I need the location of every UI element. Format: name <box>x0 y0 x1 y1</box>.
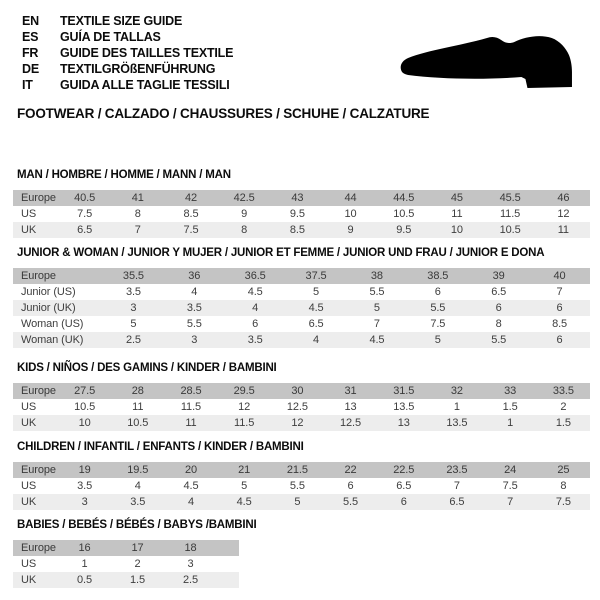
size-cell: 36.5 <box>225 268 286 284</box>
size-cell: 11 <box>132 401 144 413</box>
size-cell: 9 <box>324 222 377 238</box>
size-cell: 6.5 <box>430 494 483 510</box>
size-cell: 7 <box>556 286 563 298</box>
size-cell: 13 <box>377 415 430 431</box>
size-cell: 40.5 <box>58 190 111 206</box>
category-title: FOOTWEAR / CALZADO / CHAUSSURES / SCHUHE / CALZATURE <box>17 106 430 121</box>
size-cell: 33 <box>484 383 537 399</box>
size-cell: 5.5 <box>324 494 377 510</box>
section-kids <box>13 361 590 431</box>
size-cell: 5 <box>130 318 137 330</box>
row-label: Junior (UK) <box>13 300 103 316</box>
size-cell: 45 <box>430 190 483 206</box>
size-cell: 6.5 <box>308 318 324 330</box>
size-cell: 6 <box>347 480 354 492</box>
row-label: Woman (UK) <box>13 332 103 348</box>
size-cell: 5 <box>313 286 320 298</box>
size-cell: 19 <box>58 462 111 478</box>
section-title-babies: BABIES / BEBÉS / BÉBÉS / BABYS /BAMBINI <box>17 519 257 531</box>
size-cell: 24 <box>484 462 537 478</box>
size-cell: 35.5 <box>103 268 164 284</box>
size-cell: 6 <box>468 300 529 316</box>
size-cell: 19.5 <box>111 462 164 478</box>
size-cell: 2 <box>560 401 567 413</box>
size-cell: 7 <box>484 494 537 510</box>
size-cell: 44.5 <box>377 190 430 206</box>
size-table-man <box>13 190 590 238</box>
size-cell: 11 <box>451 208 463 220</box>
language-row-fr <box>22 45 233 61</box>
size-cell: 13.5 <box>430 415 483 431</box>
size-cell: 3.5 <box>77 480 93 492</box>
size-cell: 4.5 <box>183 480 199 492</box>
table-row <box>13 190 590 206</box>
table-row <box>13 300 590 316</box>
size-cell: 44 <box>324 190 377 206</box>
size-cell: 6 <box>529 300 590 316</box>
size-cell: 6 <box>529 332 590 348</box>
table-row <box>13 222 590 238</box>
language-title: TEXTILE SIZE GUIDE <box>60 14 183 28</box>
table-row <box>13 540 239 556</box>
section-title-kids: KIDS / NIÑOS / DES GAMINS / KINDER / BAMBINI <box>17 362 277 374</box>
size-cell: 3 <box>187 558 194 570</box>
size-cell: 9 <box>241 208 248 220</box>
size-cell: 4.5 <box>247 286 263 298</box>
table-row <box>13 415 590 431</box>
size-cell: 1 <box>453 401 460 413</box>
language-title: TEXTILGRÖßENFÜHRUNG <box>60 62 216 76</box>
size-cell: 21 <box>218 462 271 478</box>
row-label: US <box>21 480 37 492</box>
size-cell: 12 <box>238 401 251 413</box>
section-junior-woman <box>13 246 590 348</box>
size-cell: 23.5 <box>430 462 483 478</box>
size-cell: 1 <box>81 558 88 570</box>
row-label: UK <box>13 572 58 588</box>
size-cell: 28 <box>111 383 164 399</box>
size-cell: 7.5 <box>430 318 446 330</box>
size-cell: 7.5 <box>77 208 93 220</box>
size-cell: 1.5 <box>111 572 164 588</box>
size-cell: 22.5 <box>377 462 430 478</box>
size-cell: 13.5 <box>393 401 415 413</box>
size-cell: 5 <box>347 300 408 316</box>
size-cell: 5.5 <box>468 332 529 348</box>
table-row <box>13 462 590 478</box>
size-cell: 9.5 <box>377 222 430 238</box>
shoe-silhouette-icon <box>398 30 575 92</box>
size-cell: 10.5 <box>393 208 415 220</box>
size-cell: 5 <box>407 332 468 348</box>
size-cell: 25 <box>537 462 590 478</box>
size-cell: 4.5 <box>218 494 271 510</box>
table-row <box>13 494 590 510</box>
size-cell: 8.5 <box>552 318 568 330</box>
size-cell: 28.5 <box>164 383 217 399</box>
language-code: DE <box>22 62 39 76</box>
size-cell: 4 <box>164 494 217 510</box>
size-cell: 4 <box>225 300 286 316</box>
size-cell: 31 <box>324 383 377 399</box>
size-cell: 6.5 <box>396 480 412 492</box>
size-cell: 7.5 <box>537 494 590 510</box>
section-title-junior-woman: JUNIOR & WOMAN / JUNIOR Y MUJER / JUNIOR ET FEMME / JUNIOR UND FRAU / JUNIOR E DONA <box>17 247 545 259</box>
size-cell: 2.5 <box>103 332 164 348</box>
size-cell: 7 <box>453 480 460 492</box>
language-row-es <box>22 29 233 45</box>
filler-cell <box>217 572 239 588</box>
section-man <box>13 168 590 238</box>
size-cell: 39 <box>468 268 529 284</box>
size-table-children <box>13 462 590 510</box>
size-cell: 37.5 <box>286 268 347 284</box>
language-code: FR <box>22 46 39 60</box>
row-label: UK <box>13 494 58 510</box>
size-cell: 1.5 <box>537 415 590 431</box>
table-row <box>13 332 590 348</box>
size-cell: 3.5 <box>111 494 164 510</box>
size-cell: 10.5 <box>484 222 537 238</box>
language-code: ES <box>22 30 39 44</box>
size-cell: 1 <box>484 415 537 431</box>
language-code: IT <box>22 78 33 92</box>
size-cell: 7.5 <box>502 480 518 492</box>
size-cell: 5.5 <box>369 286 385 298</box>
size-cell: 4.5 <box>347 332 408 348</box>
size-cell: 33.5 <box>537 383 590 399</box>
size-cell: 6 <box>377 494 430 510</box>
size-cell: 30 <box>271 383 324 399</box>
size-cell: 6 <box>434 286 441 298</box>
table-row <box>13 284 590 300</box>
language-title: GUIDE DES TAILLES TEXTILE <box>60 46 234 60</box>
size-cell: 3.5 <box>164 300 225 316</box>
size-cell: 10 <box>58 415 111 431</box>
size-cell: 8.5 <box>183 208 199 220</box>
size-cell: 3.5 <box>225 332 286 348</box>
language-legend <box>22 13 233 93</box>
row-label: Europe <box>13 383 58 399</box>
language-title: GUÍA DE TALLAS <box>60 30 161 44</box>
size-cell: 16 <box>58 540 111 556</box>
size-cell: 6.5 <box>58 222 111 238</box>
size-table-babies <box>13 540 239 588</box>
language-row-en <box>22 13 233 29</box>
size-cell: 8 <box>134 208 141 220</box>
size-cell: 11.5 <box>180 401 202 413</box>
table-row <box>13 399 590 415</box>
size-cell: 2 <box>134 558 141 570</box>
filler-cell <box>217 556 239 572</box>
row-label: Europe <box>13 268 103 284</box>
section-babies <box>13 518 590 588</box>
table-row <box>13 556 239 572</box>
row-label: US <box>21 401 37 413</box>
size-cell: 4 <box>286 332 347 348</box>
table-row <box>13 206 590 222</box>
section-title-children: CHILDREN / INFANTIL / ENFANTS / KINDER / BAMBINI <box>17 441 304 453</box>
size-cell: 10.5 <box>111 415 164 431</box>
size-cell: 4.5 <box>286 300 347 316</box>
row-label: US <box>21 558 37 570</box>
size-cell: 41 <box>111 190 164 206</box>
size-cell: 7.5 <box>164 222 217 238</box>
size-cell: 42.5 <box>218 190 271 206</box>
section-children <box>13 440 590 510</box>
size-cell: 3.5 <box>125 286 141 298</box>
size-table-kids <box>13 383 590 431</box>
size-cell: 18 <box>164 540 217 556</box>
size-cell: 3 <box>58 494 111 510</box>
filler-cell <box>217 540 239 556</box>
row-label: Europe <box>13 190 58 206</box>
size-cell: 32 <box>430 383 483 399</box>
size-cell: 12 <box>557 208 570 220</box>
size-cell: 11.5 <box>499 208 521 220</box>
size-cell: 12.5 <box>324 415 377 431</box>
size-cell: 22 <box>324 462 377 478</box>
size-cell: 20 <box>164 462 217 478</box>
size-cell: 3 <box>103 300 164 316</box>
size-cell: 5.5 <box>407 300 468 316</box>
language-row-it <box>22 77 233 93</box>
size-cell: 7 <box>373 318 380 330</box>
size-cell: 0.5 <box>58 572 111 588</box>
row-label: US <box>21 208 37 220</box>
row-label: UK <box>13 222 58 238</box>
size-cell: 17 <box>111 540 164 556</box>
size-cell: 45.5 <box>484 190 537 206</box>
row-label: Europe <box>13 540 58 556</box>
size-cell: 46 <box>537 190 590 206</box>
table-row <box>13 478 590 494</box>
size-cell: 10.5 <box>74 401 96 413</box>
size-cell: 8 <box>560 480 567 492</box>
size-cell: 4 <box>134 480 141 492</box>
size-cell: 4 <box>191 286 198 298</box>
language-code: EN <box>22 14 39 28</box>
size-cell: 6 <box>252 318 259 330</box>
size-cell: 1.5 <box>502 401 518 413</box>
size-cell: 11.5 <box>218 415 271 431</box>
size-cell: 10 <box>430 222 483 238</box>
size-cell: 38.5 <box>407 268 468 284</box>
size-cell: 8 <box>495 318 502 330</box>
size-cell: 10 <box>344 208 357 220</box>
size-cell: 5.5 <box>186 318 202 330</box>
row-label: Woman (US) <box>21 318 84 330</box>
size-cell: 38 <box>347 268 408 284</box>
size-cell: 2.5 <box>164 572 217 588</box>
size-cell: 31.5 <box>377 383 430 399</box>
table-row <box>13 316 590 332</box>
size-cell: 27.5 <box>58 383 111 399</box>
language-title: GUIDA ALLE TAGLIE TESSILI <box>60 78 230 92</box>
size-cell: 12 <box>271 415 324 431</box>
size-cell: 29.5 <box>218 383 271 399</box>
table-row <box>13 572 239 588</box>
size-cell: 11 <box>537 222 590 238</box>
size-cell: 9.5 <box>289 208 305 220</box>
size-table-junior-woman <box>13 268 590 348</box>
table-row <box>13 383 590 399</box>
size-cell: 5 <box>271 494 324 510</box>
size-cell: 5.5 <box>289 480 305 492</box>
size-cell: 21.5 <box>271 462 324 478</box>
row-label: Europe <box>13 462 58 478</box>
size-cell: 3 <box>164 332 225 348</box>
size-cell: 43 <box>271 190 324 206</box>
size-cell: 5 <box>241 480 248 492</box>
row-label: Junior (US) <box>21 286 76 298</box>
size-cell: 13 <box>344 401 357 413</box>
size-cell: 40 <box>529 268 590 284</box>
size-cell: 8.5 <box>271 222 324 238</box>
size-cell: 7 <box>111 222 164 238</box>
language-row-de <box>22 61 233 77</box>
size-cell: 11 <box>164 415 217 431</box>
table-row <box>13 268 590 284</box>
section-title-man: MAN / HOMBRE / HOMME / MANN / MAN <box>17 169 231 181</box>
size-cell: 36 <box>164 268 225 284</box>
size-cell: 42 <box>164 190 217 206</box>
size-cell: 8 <box>218 222 271 238</box>
row-label: UK <box>13 415 58 431</box>
size-cell: 6.5 <box>491 286 507 298</box>
size-cell: 12.5 <box>286 401 308 413</box>
